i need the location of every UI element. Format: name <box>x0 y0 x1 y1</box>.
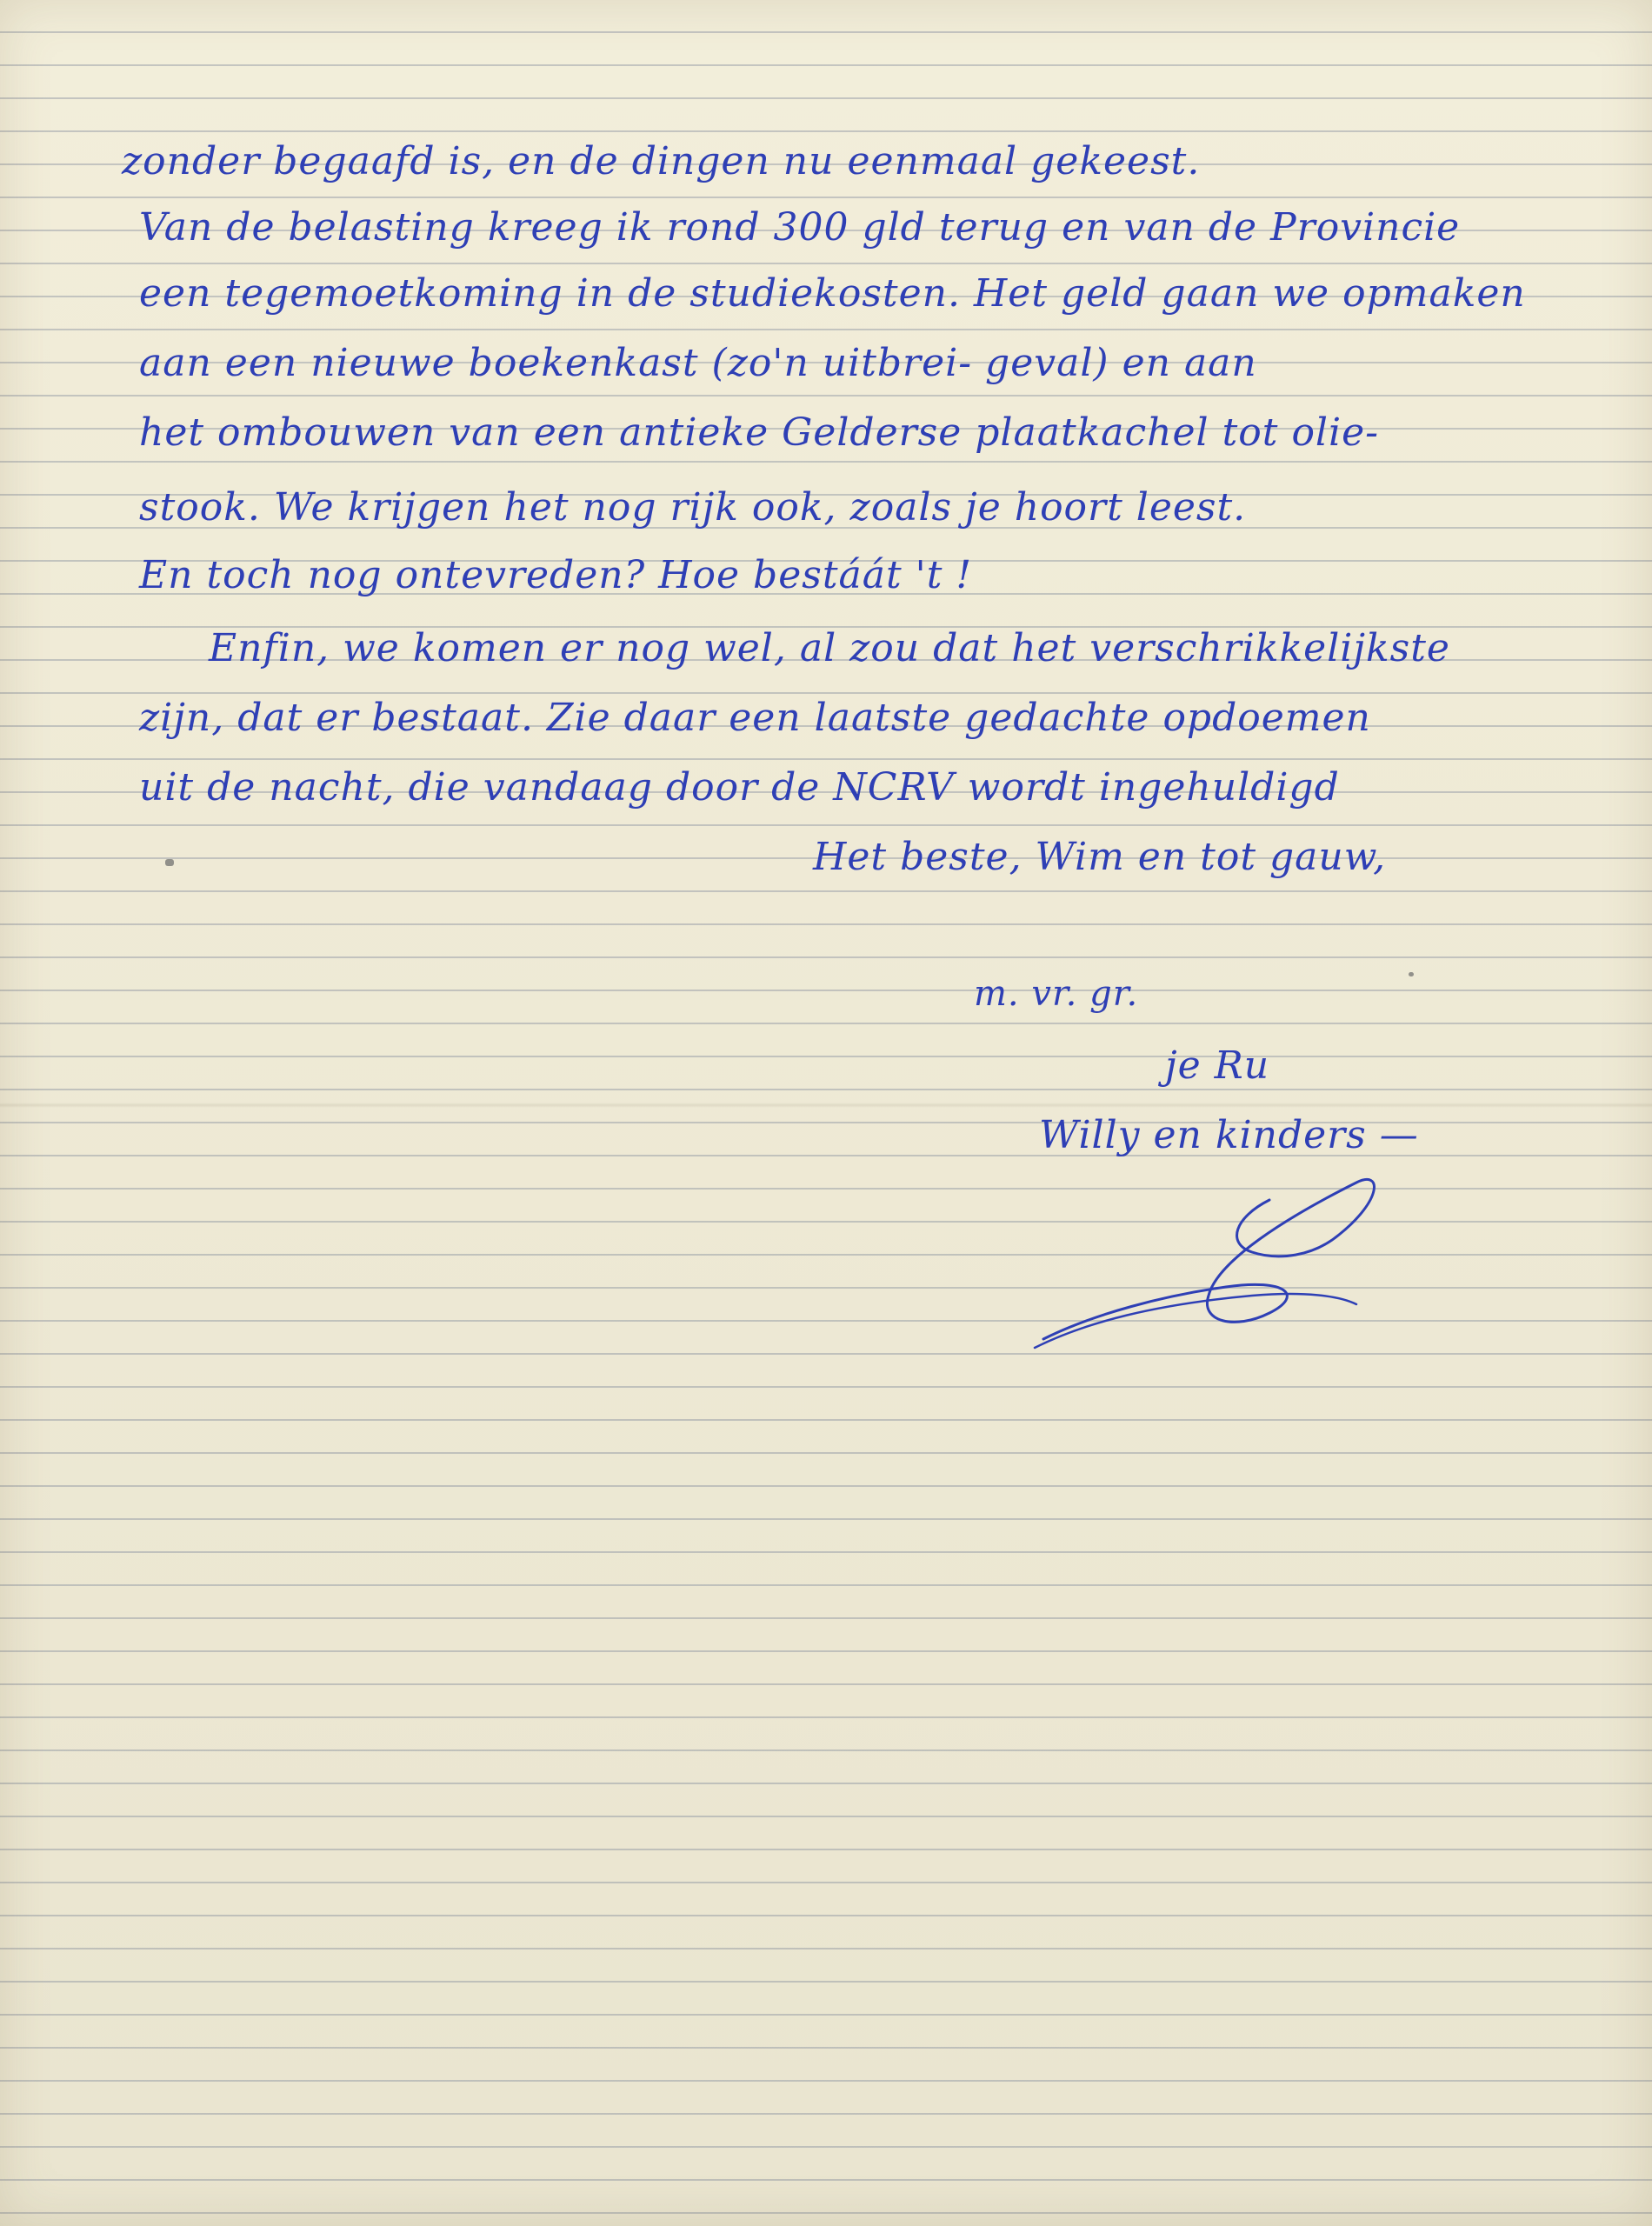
letter-line-8: Enfin, we komen er nog wel, al zou dat het verschrikkelijkste <box>209 626 1450 670</box>
letter-line-7: En toch nog ontevreden? Hoe bestáát 't ! <box>139 553 973 597</box>
letter-line-1: zonder begaafd is, en de dingen nu eenmaal gekeest. <box>122 139 1201 183</box>
handwritten-signature <box>1026 1165 1391 1356</box>
letter-line-5: het ombouwen van een antieke Gelderse plaatkachel tot olie- <box>139 410 1379 455</box>
letter-line-6: stook. We krijgen het nog rijk ook, zoals je hoort leest. <box>139 485 1247 530</box>
closing-family: Willy en kinders — <box>1039 1113 1419 1157</box>
closing-signoff: je Ru <box>1165 1043 1270 1088</box>
paper-blemish <box>165 859 174 866</box>
letter-line-3: een tegemoetkoming in de studiekosten. Het geld gaan we opmaken <box>139 271 1526 316</box>
letter-line-10: uit de nacht, die vandaag door de NCRV wordt ingehuldigd <box>139 765 1340 810</box>
letter-line-4: aan een nieuwe boekenkast (zo'n uitbrei- geval) en aan <box>139 341 1257 385</box>
paper-blemish <box>1409 972 1414 976</box>
closing-greeting: m. vr. gr. <box>974 974 1139 1014</box>
letter-line-9: zijn, dat er bestaat. Zie daar een laatste gedachte opdoemen <box>139 696 1371 740</box>
letter-line-11: Het beste, Wim en tot gauw, <box>813 835 1387 879</box>
letter-line-2: Van de belasting kreeg ik rond 300 gld terug en van de Provincie <box>139 205 1461 250</box>
